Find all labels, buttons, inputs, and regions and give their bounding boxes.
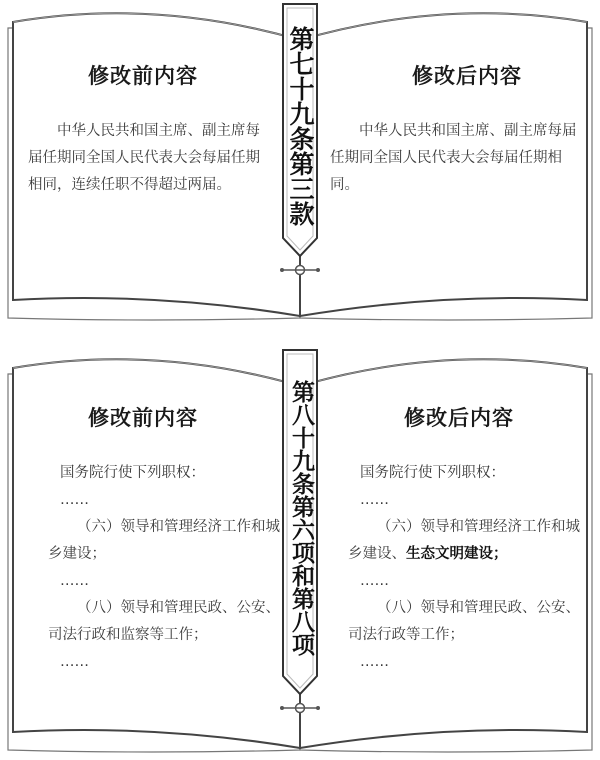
ellipsis-before-2a: …… (60, 492, 89, 508)
page-title-after-2: 修改后内容 (404, 406, 514, 430)
book-article-89 (0, 346, 600, 760)
page-body-before-1 (28, 118, 270, 199)
item6-after-2-text: （六）领导和管理经济工作和城乡建设、 (348, 519, 580, 562)
item6-before-2: （六）领导和管理经济工作和城乡建设； (48, 519, 280, 562)
text-after-1: 中华人民共和国主席、副主席每届任期同全国人民代表大会每届任期相同。 (330, 123, 577, 193)
ribbon-label-1: 第七十九条第三款 (286, 26, 315, 226)
book-article-79 (0, 0, 600, 330)
item8-after-2: （八）领导和管理民政、公安、司法行政等工作； (348, 600, 580, 643)
page-title-before-1: 修改前内容 (88, 64, 198, 88)
page-title-after-1: 修改后内容 (412, 64, 522, 88)
item8-before-2: （八）领导和管理民政、公安、司法行政和监察等工作； (48, 600, 280, 643)
page-title-before-2: 修改前内容 (88, 406, 198, 430)
ellipsis-after-2b: …… (360, 573, 389, 589)
intro-after-2: 国务院行使下列职权： (360, 465, 505, 481)
intro-before-2: 国务院行使下列职权： (60, 465, 205, 481)
item6-after-2 (348, 514, 584, 568)
item6-after-2-highlight: 生态文明建设； (406, 546, 508, 562)
page-body-after-1 (330, 118, 580, 199)
ribbon-label-2: 第八十九条第六项和第八项 (288, 380, 314, 656)
ellipsis-before-2b: …… (60, 573, 89, 589)
text-before-1: 中华人民共和国主席、副主席每届任期同全国人民代表大会每届任期相同，连续任职不得超过两届。 (28, 123, 260, 193)
ellipsis-after-2c: …… (360, 654, 389, 670)
page-body-after-2 (348, 460, 584, 676)
page-body-before-2 (48, 460, 280, 676)
ellipsis-after-2a: …… (360, 492, 389, 508)
ellipsis-before-2c: …… (60, 654, 89, 670)
